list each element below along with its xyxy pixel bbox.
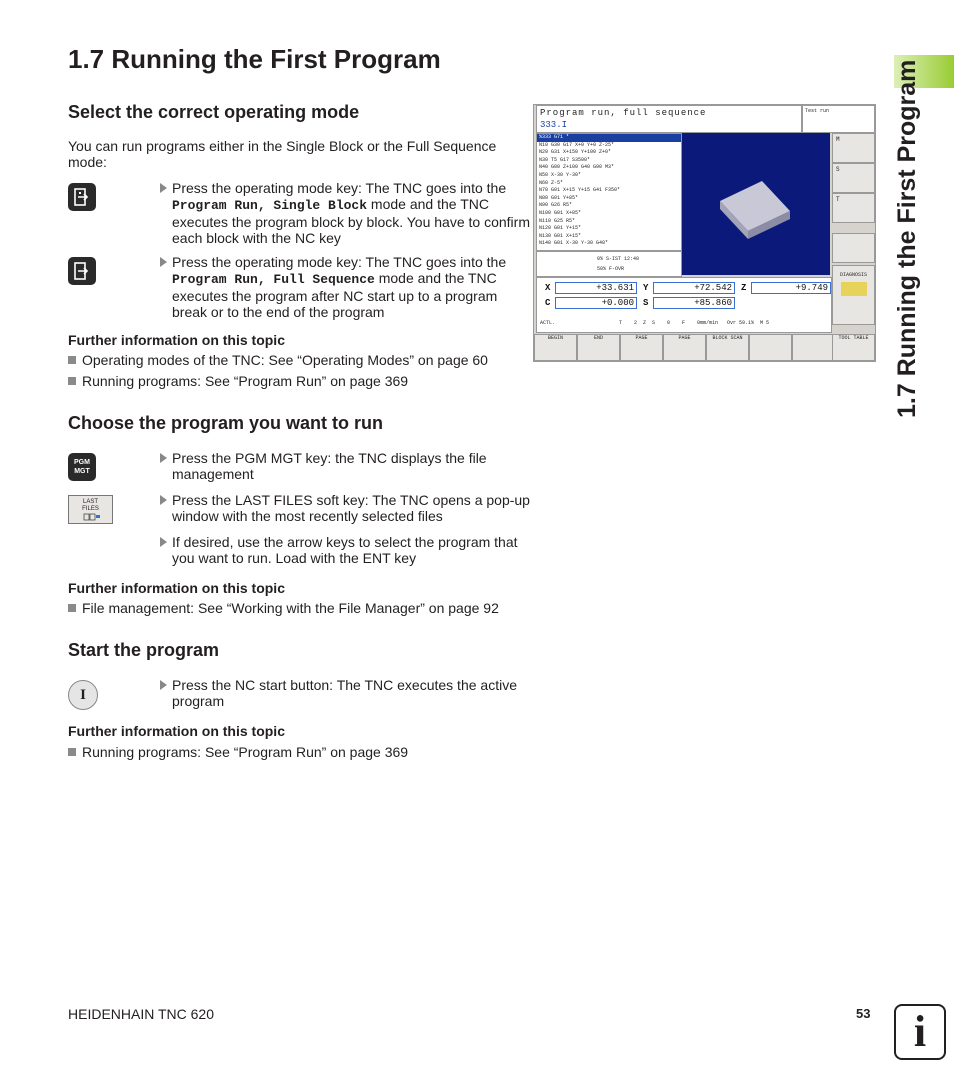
arrow-icon: [160, 257, 167, 267]
position-display: X +33.631 Y +72.542 Z +9.749 C +0.000 S +85.860 ACTL. T 2 Z S 0 F 0mm/min Ovr 59.1% M 5: [536, 277, 832, 333]
step-full-sequence: Press the operating mode key: The TNC goes into the Program Run, Full Sequence mode and the TNC executes the program after NC start up to a program break or to the end of the program: [160, 254, 530, 320]
list-item: Running programs: See “Program Run” on page 369: [68, 373, 408, 389]
further-info: Further information on this topic: [68, 332, 285, 348]
step-arrow-keys: If desired, use the arrow keys to select the program that you want to run. Load with the ENT key: [160, 534, 530, 566]
softkey-empty[interactable]: [792, 334, 835, 361]
full-sequence-key[interactable]: [68, 257, 96, 285]
side-softkeys: [832, 133, 873, 331]
status-area: 0% S-IST 12:40 50% F-OVR: [536, 251, 682, 277]
info-icon: i: [894, 1004, 946, 1060]
side-softkey-t[interactable]: T: [832, 193, 875, 223]
softkey-end[interactable]: END: [577, 334, 620, 361]
arrow-icon: [160, 537, 167, 547]
side-softkey-m[interactable]: M: [832, 133, 875, 163]
last-files-softkey[interactable]: LAST FILES: [68, 495, 113, 524]
test-run-label: Test run: [802, 105, 875, 133]
intro-text: You can run programs either in the Single Block or the Full Sequence mode:: [68, 138, 497, 170]
softkey-empty[interactable]: [749, 334, 792, 361]
diagnosis-softkey[interactable]: DIAGNOSIS: [832, 265, 875, 325]
nc-start-button[interactable]: I: [68, 680, 98, 710]
pgm-mgt-key[interactable]: PGM MGT: [68, 453, 96, 481]
section-title: Choose the program you want to run: [68, 413, 384, 433]
list-item: Running programs: See “Program Run” on page 369: [68, 744, 408, 760]
screen-header: Program run, full sequence 333.I: [536, 105, 802, 133]
list-item: Operating modes of the TNC: See “Operating Modes” on page 60: [68, 352, 488, 368]
section-title: Select the correct operating mode: [68, 102, 360, 122]
side-softkey-s[interactable]: S: [832, 163, 875, 193]
full-sequence-icon: [68, 257, 96, 285]
footer: HEIDENHAIN TNC 620: [68, 1006, 215, 1022]
arrow-icon: [160, 183, 167, 193]
arrow-icon: [160, 495, 167, 505]
page-title: 1.7 Running the First Program: [68, 44, 441, 74]
step-nc-start: Press the NC start button: The TNC executes the active program: [160, 677, 530, 709]
single-block-icon: [68, 183, 96, 211]
arrow-icon: [160, 680, 167, 690]
softkey-page-up[interactable]: PAGE: [620, 334, 663, 361]
single-block-key[interactable]: [68, 183, 96, 211]
graphic-view: [682, 133, 830, 275]
side-softkey-empty[interactable]: [832, 233, 875, 263]
workpiece-graphic: [682, 133, 830, 275]
arrow-icon: [160, 453, 167, 463]
step-single-block: Press the operating mode key: The TNC goes into the Program Run, Single Block mode and the TNC executes the program block by block. You have to confirm each block with the NC key: [160, 180, 530, 246]
files-icon: [76, 513, 106, 521]
tnc-screenshot: [533, 104, 876, 362]
softkey-begin[interactable]: BEGIN: [534, 334, 577, 361]
page-number: 53: [856, 1006, 871, 1021]
step-last-files: Press the LAST FILES soft key: The TNC opens a pop-up window with the most recently selected files: [160, 492, 530, 524]
program-listing: %333 G71 * N10 G30 G17 X+0 Y+0 Z-25* N20 G31 X+150 Y+100 Z+0* N30 T5 G17 S3500* N40 G00 Z+100 G40 G90 M3* N50 X-30 Y-30* N60 Z-5* N70 G01 X+15 Y+15 G41 F350* N80 G01 Y+85* N90 G26 R5* N100 G01 X+85* N110 G25 R5* N120 G01 Y+15* N130 G01 X+15* N140 G01 X-30 Y-30 G40*: [536, 133, 682, 251]
list-item: File management: See “Working with the File Manager” on page 92: [68, 600, 499, 616]
step-pgm-mgt: Press the PGM MGT key: the TNC displays the file management: [160, 450, 530, 482]
softkey-block-scan[interactable]: BLOCK SCAN: [706, 334, 749, 361]
further-info: Further information on this topic: [68, 723, 285, 739]
further-info: Further information on this topic: [68, 580, 285, 596]
softkey-tool-table[interactable]: TOOL TABLE: [832, 334, 875, 361]
softkey-page-down[interactable]: PAGE: [663, 334, 706, 361]
section-title: Start the program: [68, 640, 220, 660]
